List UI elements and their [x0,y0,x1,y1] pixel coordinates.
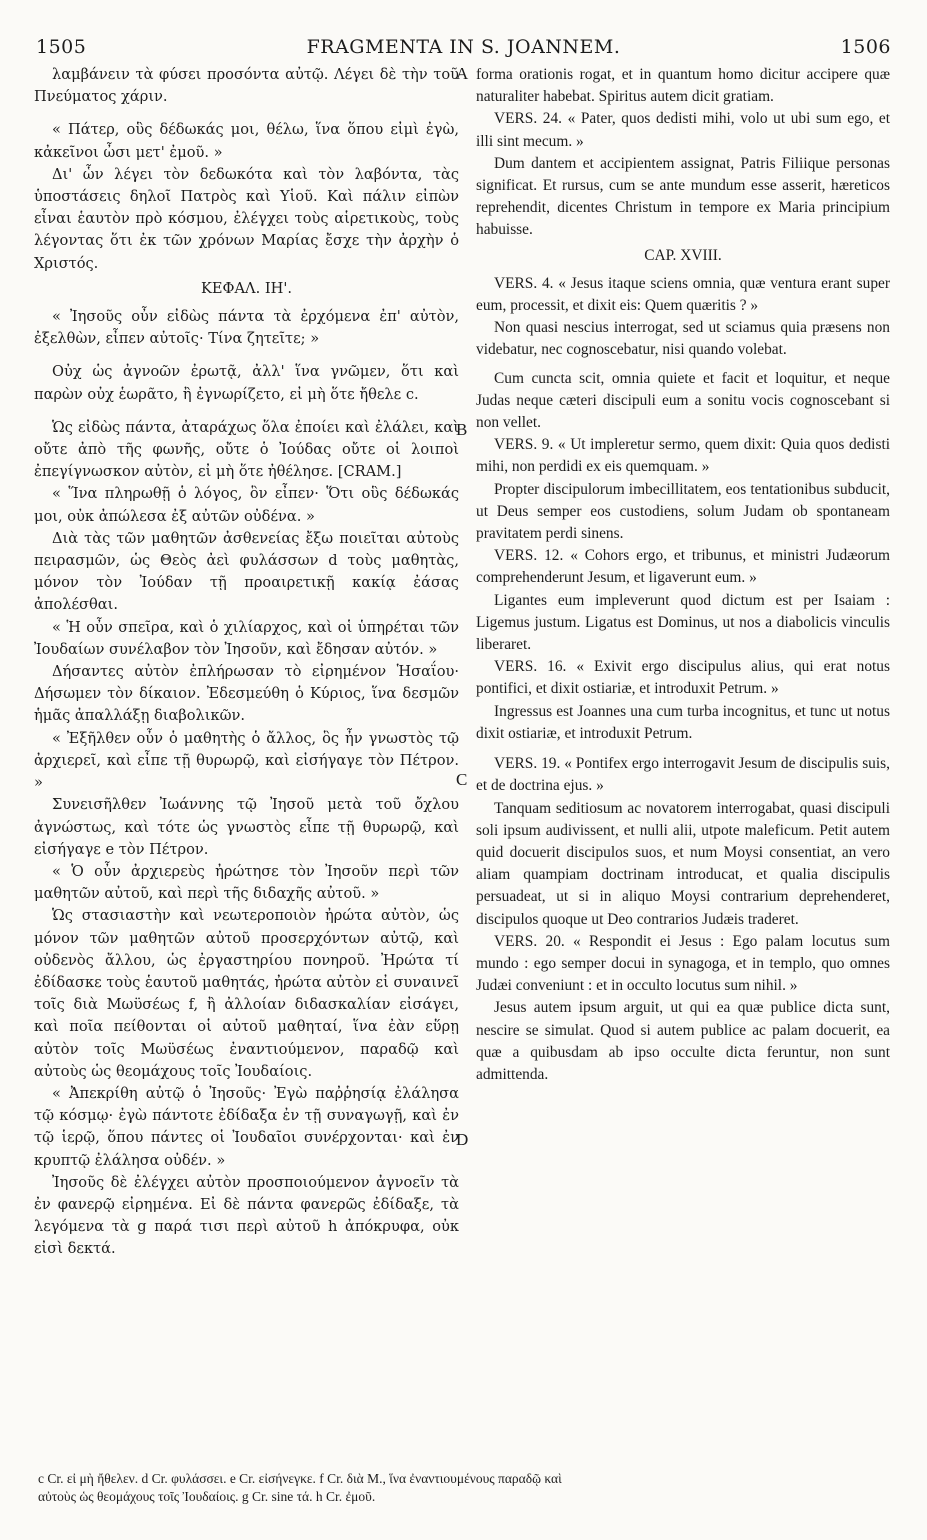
greek-paragraph: Ἰησοῦς δὲ ἐλέγχει αὐτὸν προσποιούμενον ἀγνοεῖν τὰ ἐν φανερῷ εἰρημένα. Εἰ δὲ πάντα φανερῶς ἐδίδαξε, τὰ λεγόμενα τὰ g παρά τισι περὶ αὐτοῦ h ἀπόκρυφα, οὐκ εἰσὶ δεκτά. [34,1173,459,1258]
margin-marker-a: A [456,64,469,83]
latin-scripture-verse: VERS. 4. « Jesus itaque sciens omnia, quæ ventura erant super eum, processit, et dixit eis: Quem quæritis ? » [476,274,890,315]
greek-paragraph: Διὰ τὰς τῶν μαθητῶν ἀσθενείας ἔξω ποιεῖται αὐτοὺς πειρασμῶν, ὡς Θεὸς ἀεὶ φυλάσσων d τοὺς μαθητὰς, μόνον τὸν Ἰούδαν τῇ προαιρετικῇ κακίᾳ ἐάσας ἀπολέσθαι. [34,529,459,614]
greek-paragraph: Ὡς στασιαστὴν καὶ νεωτεροποιὸν ἠρώτα αὐτὸν, ὡς μόνον τῶν μαθητῶν αὐτοῦ προσερχόντων αὐτῷ, καὶ οὐδενὸς ἄλλου, ὡς ἐργαστηρίου πονηροῦ. Ἠρώτα τί ἐδίδασκε τοὺς ἑαυτοῦ μαθητάς, ἠρώτα αὐτὸν εἰ συναινεῖ τοῖς διὰ Μωϋσέως f, ἢ ἀλλοίαν διδασκαλίαν εἰσάγει, καὶ ποῖα πείθονται οἱ αὐτοῦ μαθηταί, ἵνα ἐὰν εὕρῃ αὐτὸν τοῖς Μωϋσέως ἐναντιούμενον, παραδῷ καὶ αὐτοὺς ὡς θεομάχους τοῖς Ἰουδαίοις. [34,907,459,1080]
greek-paragraph: Συνεισῆλθεν Ἰωάννης τῷ Ἰησοῦ μετὰ τοῦ ὄχλου ἀγνώστως, καὶ τότε ὡς γνωστὸς εἶπε τῇ θυρωρῷ, καὶ εἰσήγαγε e τὸν Πέτρον. [34,796,459,858]
greek-paragraph: Δήσαντες αὐτὸν ἐπλήρωσαν τὸ εἰρημένον Ἡσαΐου· Δήσωμεν τὸν δίκαιον. Ἐδεσμεύθη ὁ Κύριος, ἵνα δεσμῶν ἡμᾶς ἀπαλλάξῃ διαβολικῶν. [34,663,459,725]
latin-column [476,64,890,1086]
page-number-left: 1505 [36,36,87,58]
latin-paragraph: Jesus autem ipsum arguit, ut qui ea quæ publice dicta sunt, nescire se simulat. Quod si autem publice ac palam docuerit, ea quæ a quibusdam ab ipso occulte dicta feruntur, non sunt admittenda. [476,999,890,1083]
greek-paragraph: Δι' ὧν λέγει τὸν δεδωκότα καὶ τὸν λαβόντα, τὰς ὑποστάσεις δηλοῖ Πατρὸς καὶ Υἱοῦ. Καὶ πάλιν εἰπὼν εἶναι ἑαυτὸν πρὸ κόσμου, ἐλέγχει τοὺς αἱρετικοὺς, τοὺς λέγοντας ὅτι ἐκ τῶν χρόνων Μαρίας ἔσχε τὴν ἀρχὴν ὁ Χριστός. [34,165,459,272]
latin-chapter-heading: CAP. XVIII. [644,246,722,264]
greek-scripture-verse: « Ἰησοῦς οὖν εἰδὼς πάντα τὰ ἐρχόμενα ἐπ' αὐτὸν, ἐξελθὼν, εἶπεν αὐτοῖς· Τίνα ζητεῖτε; » [34,308,459,348]
greek-column [34,64,459,1261]
latin-paragraph: Propter discipulorum imbecillitatem, eos tentationibus subducit, ut Deus semper eos custodiens, solum Judam ob spontaneam pravitatem perdi sinens. [476,480,890,543]
latin-scripture-verse: VERS. 12. « Cohors ergo, et tribunus, et ministri Judæorum comprehenderunt Jesum, et ligaverunt eum. » [476,547,890,587]
greek-scripture-verse: « Ἀπεκρίθη αὐτῷ ὁ Ἰησοῦς· Ἐγὼ παῤῥησίᾳ ἐλάλησα τῷ κόσμῳ· ἐγὼ πάντοτε ἐδίδαξα ἐν τῇ συναγωγῇ, καὶ ἐν τῷ ἱερῷ, ὅπου πάντες οἱ Ἰουδαῖοι συνέρχονται· καὶ ἐν κρυπτῷ ἐλάλησα οὐδέν. » [34,1084,459,1169]
latin-paragraph: Non quasi nescius interrogat, sed ut sciamus quia præsens non videbatur, nec cognoscebatur, nisi quando volebat. [476,319,890,359]
latin-paragraph: Cum cuncta scit, omnia quiete et facit et loquitur, et neque Judas neque cæteri discipuli eum a sonitu vocis cognoscebant si non vellet. [476,369,890,432]
greek-paragraph: Οὐχ ὡς ἀγνοῶν ἐρωτᾷ, ἀλλ' ἵνα γνῶμεν, ὅτι καὶ παρὼν οὐχ ἑωρᾶτο, ἢ ἐγνωρίζετο, εἰ μὴ ὅτε ἤθελε c. [34,363,459,403]
greek-paragraph: λαμβάνειν τὰ φύσει προσόντα αὐτῷ. Λέγει δὲ τὴν τοῦ Πνεύματος χάριν. [34,66,459,106]
margin-marker-d: D [456,1130,469,1149]
latin-paragraph: Ligantes eum impleverunt quod dictum est per Isaiam : Ligemus justum. Ligatus est Dominus, ut nos a diabolicis vinculis liberaret. [476,591,890,654]
footnote-line: αὐτοὺς ὡς θεομάχους τοῖς Ἰουδαίοις. g Cr. sine τά. h Cr. ἐμοῦ. [38,1489,376,1504]
footnotes [38,1470,898,1506]
greek-chapter-heading: ΚΕΦΑΛ. ΙΗ'. [200,279,293,297]
greek-scripture-verse: « Ὁ οὖν ἀρχιερεὺς ἠρώτησε τὸν Ἰησοῦν περὶ τῶν μαθητῶν αὐτοῦ, καὶ περὶ τῆς διδαχῆς αὐτοῦ. » [34,862,459,903]
latin-paragraph: Tanquam seditiosum ac novatorem interrogabat, quasi discipuli soli ipsum audivissent, et nulli alii, utpote maleficum. Petit autem quid docuerit discipulos suos, et num Moysi consentiat, an vero aliam quampiam doctrinam introducat, et qualia discipulis persuadeat, ut si in aliquo Moysi contrarium deprehenderet, discipulos quoque ut Deo contrarios Judæis traderet. [476,799,890,928]
latin-paragraph: Dum dantem et accipientem assignat, Patris Filiique personas significat. Et rursus, cum se ante mundum esse asserit, hæreticos reprehendit, dicentes Christum in tempore ex Maria principium habuisse. [476,154,890,239]
latin-scripture-verse: VERS. 16. « Exivit ergo discipulus alius, qui erat notus pontifici, et dixit ostiariæ, et introduxit Petrum. » [476,658,890,698]
latin-scripture-verse: VERS. 9. « Ut impleretur sermo, quem dixit: Quia quos dedisti mihi, non perdidi ex eis quemquam. » [476,436,890,476]
greek-paragraph: Ὡς εἰδὼς πάντα, ἀταράχως ὅλα ἐποίει καὶ ἐλάλει, καὶ οὔτε ἀπὸ τῆς φωνῆς, οὔτε ὁ Ἰούδας οὔτε οἱ λοιποὶ ἐπεγίγνωσκον αὐτὸν, εἰ μὴ ὅτε ἠθέλησε. [CRAM.] [34,418,459,481]
greek-scripture-verse: « Ἐξῆλθεν οὖν ὁ μαθητὴς ὁ ἄλλος, ὃς ἦν γνωστὸς τῷ ἀρχιερεῖ, καὶ εἶπε τῇ θυρωρῷ, καὶ εἰσήγαγε τὸν Πέτρον. » [34,729,459,792]
footnote-line: c Cr. εἰ μὴ ἤθελεν. d Cr. φυλάσσει. e Cr. εἰσήνεγκε. f Cr. διὰ Μ., ἵνα ἐναντιουμένους παραδῷ καὶ [38,1471,562,1486]
latin-scripture-verse: VERS. 19. « Pontifex ergo interrogavit Jesum de discipulis suis, et de doctrina ejus. » [476,755,890,795]
margin-marker-c: C [456,770,468,789]
page-number-right: 1506 [840,36,891,58]
running-title: FRAGMENTA IN S. JOANNEM. [306,36,621,58]
greek-scripture-verse: « Πάτερ, οὓς δέδωκάς μοι, θέλω, ἵνα ὅπου εἰμὶ ἐγὼ, κἀκεῖνοι ὦσι μετ' ἐμοῦ. » [34,121,459,161]
latin-scripture-verse: VERS. 20. « Respondit ei Jesus : Ego palam locutus sum mundo : ego semper docui in synagoga, et in templo, quo omnes Judæi conveniunt : et in occulto locutus sum nihil. » [476,932,890,995]
greek-scripture-verse: « Ἵνα πληρωθῇ ὁ λόγος, ὃν εἶπεν· Ὅτι οὓς δέδωκάς μοι, οὐκ ἀπώλεσα ἐξ αὐτῶν οὐδένα. » [34,485,459,525]
greek-scripture-verse: « Ἡ οὖν σπεῖρα, καὶ ὁ χιλίαρχος, καὶ οἱ ὑπηρέται τῶν Ἰουδαίων συνέλαβον τὸν Ἰησοῦν, καὶ ἔδησαν αὐτόν. » [34,618,459,658]
latin-paragraph: forma orationis rogat, et in quantum homo dicitur accipere quæ naturaliter habebat. Spiritus autem dicit gratiam. [476,66,890,106]
margin-marker-b: B [456,420,468,439]
latin-paragraph: Ingressus est Joannes una cum turba incognitus, et tunc ut notus dixit ostiariæ, et introduxit Petrum. [476,702,890,742]
latin-scripture-verse: VERS. 24. « Pater, quos dedisti mihi, volo ut ubi sum ego, et illi sint mecum. » [476,110,890,150]
